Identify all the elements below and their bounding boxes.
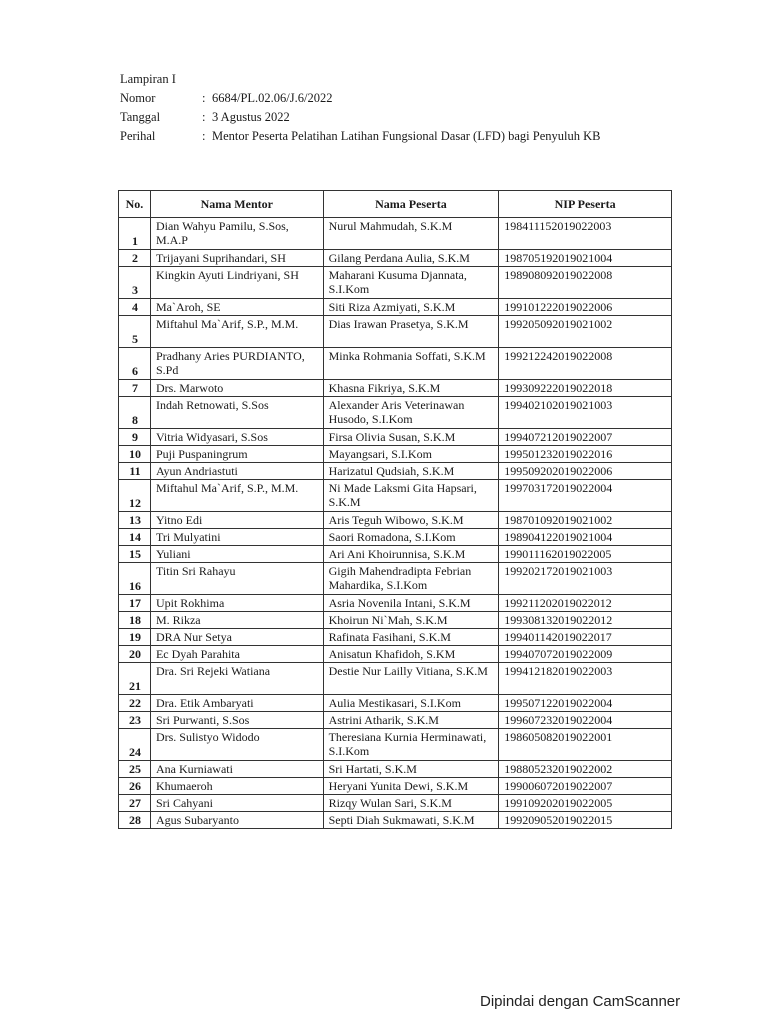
header-nip-peserta: NIP Peserta — [499, 191, 672, 218]
mentor-name: DRA Nur Setya — [150, 629, 323, 646]
row-number: 18 — [119, 612, 151, 629]
table-row — [119, 629, 672, 646]
participant-nip: 199509202019022006 — [499, 463, 672, 480]
table-row — [119, 795, 672, 812]
participant-name: Rizqy Wulan Sari, S.K.M — [323, 795, 499, 812]
mentor-name: Ec Dyah Parahita — [150, 646, 323, 663]
participant-name: Alexander Aris Veterinawan Husodo, S.I.Kom — [323, 397, 499, 429]
participant-name: Ni Made Laksmi Gita Hapsari, S.K.M — [323, 480, 499, 512]
table-header-row — [119, 191, 672, 218]
row-number: 5 — [119, 316, 151, 348]
table-row — [119, 348, 672, 380]
row-number: 2 — [119, 250, 151, 267]
row-number: 6 — [119, 348, 151, 380]
table-row — [119, 712, 672, 729]
table-row — [119, 512, 672, 529]
table-row — [119, 218, 672, 250]
nomor-label: Nomor — [120, 91, 156, 105]
participant-nip: 199205092019021002 — [499, 316, 672, 348]
mentor-name: Indah Retnowati, S.Sos — [150, 397, 323, 429]
participant-nip: 198908092019022008 — [499, 267, 672, 299]
table-row — [119, 480, 672, 512]
row-number: 7 — [119, 380, 151, 397]
participant-nip: 199507122019022004 — [499, 695, 672, 712]
row-number: 1 — [119, 218, 151, 250]
participant-nip: 198904122019021004 — [499, 529, 672, 546]
participant-nip: 199703172019022004 — [499, 480, 672, 512]
row-number: 22 — [119, 695, 151, 712]
row-number: 19 — [119, 629, 151, 646]
table-row — [119, 778, 672, 795]
perihal-row — [120, 127, 600, 146]
mentor-name: Sri Cahyani — [150, 795, 323, 812]
participant-name: Astrini Atharik, S.K.M — [323, 712, 499, 729]
participant-nip: 199006072019022007 — [499, 778, 672, 795]
table-row — [119, 546, 672, 563]
participant-name: Saori Romadona, S.I.Kom — [323, 529, 499, 546]
participant-nip: 199211202019022012 — [499, 595, 672, 612]
mentor-name: Yuliani — [150, 546, 323, 563]
mentor-name: Ayun Andriastuti — [150, 463, 323, 480]
participant-nip: 199209052019022015 — [499, 812, 672, 829]
participant-nip: 199212242019022008 — [499, 348, 672, 380]
mentor-name: Drs. Sulistyo Widodo — [150, 729, 323, 761]
participant-name: Heryani Yunita Dewi, S.K.M — [323, 778, 499, 795]
mentor-table — [118, 190, 672, 829]
row-number: 23 — [119, 712, 151, 729]
perihal-colon: : — [202, 129, 206, 143]
table-row — [119, 429, 672, 446]
tanggal-row — [120, 108, 600, 127]
row-number: 3 — [119, 267, 151, 299]
participant-name: Rafinata Fasihani, S.K.M — [323, 629, 499, 646]
participant-nip: 199501232019022016 — [499, 446, 672, 463]
tanggal-label: Tanggal — [120, 110, 161, 124]
participant-name: Aris Teguh Wibowo, S.K.M — [323, 512, 499, 529]
participant-nip: 199412182019022003 — [499, 663, 672, 695]
row-number: 25 — [119, 761, 151, 778]
perihal-value: Mentor Peserta Pelatihan Latihan Fungsional Dasar (LFD) bagi Penyuluh KB — [212, 129, 601, 143]
participant-nip: 198411152019022003 — [499, 218, 672, 250]
mentor-name: Agus Subaryanto — [150, 812, 323, 829]
mentor-name: Khumaeroh — [150, 778, 323, 795]
row-number: 13 — [119, 512, 151, 529]
table-row — [119, 397, 672, 429]
participant-name: Asria Novenila Intani, S.K.M — [323, 595, 499, 612]
table-row — [119, 463, 672, 480]
participant-nip: 198605082019022001 — [499, 729, 672, 761]
row-number: 10 — [119, 446, 151, 463]
participant-name: Mayangsari, S.I.Kom — [323, 446, 499, 463]
participant-nip: 198805232019022002 — [499, 761, 672, 778]
participant-name: Anisatun Khafidoh, S.KM — [323, 646, 499, 663]
row-number: 17 — [119, 595, 151, 612]
row-number: 20 — [119, 646, 151, 663]
table-row — [119, 316, 672, 348]
participant-nip: 199308132019022012 — [499, 612, 672, 629]
mentor-name: Miftahul Ma`Arif, S.P., M.M. — [150, 480, 323, 512]
mentor-name: Puji Puspaningrum — [150, 446, 323, 463]
nomor-value: 6684/PL.02.06/J.6/2022 — [212, 91, 333, 105]
row-number: 15 — [119, 546, 151, 563]
table-row — [119, 646, 672, 663]
table-row — [119, 729, 672, 761]
row-number: 9 — [119, 429, 151, 446]
table-row — [119, 812, 672, 829]
mentor-name: Dra. Sri Rejeki Watiana — [150, 663, 323, 695]
table-row — [119, 563, 672, 595]
mentor-name: Kingkin Ayuti Lindriyani, SH — [150, 267, 323, 299]
participant-name: Maharani Kusuma Djannata, S.I.Kom — [323, 267, 499, 299]
participant-name: Nurul Mahmudah, S.K.M — [323, 218, 499, 250]
tanggal-value: 3 Agustus 2022 — [212, 110, 290, 124]
table-row — [119, 595, 672, 612]
mentor-name: Ana Kurniawati — [150, 761, 323, 778]
mentor-name: M. Rikza — [150, 612, 323, 629]
participant-name: Ari Ani Khoirunnisa, S.K.M — [323, 546, 499, 563]
nomor-row — [120, 89, 600, 108]
participant-nip: 199109202019022005 — [499, 795, 672, 812]
row-number: 26 — [119, 778, 151, 795]
header-nama-peserta: Nama Peserta — [323, 191, 499, 218]
table-body — [119, 218, 672, 829]
participant-name: Khoirun Ni`Mah, S.K.M — [323, 612, 499, 629]
letter-header — [120, 70, 600, 146]
participant-name: Harizatul Qudsiah, S.K.M — [323, 463, 499, 480]
participant-name: Gilang Perdana Aulia, S.K.M — [323, 250, 499, 267]
participant-name: Theresiana Kurnia Herminawati, S.I.Kom — [323, 729, 499, 761]
nomor-colon: : — [202, 91, 206, 105]
participant-name: Aulia Mestikasari, S.I.Kom — [323, 695, 499, 712]
mentor-name: Vitria Widyasari, S.Sos — [150, 429, 323, 446]
participant-name: Septi Diah Sukmawati, S.K.M — [323, 812, 499, 829]
participant-name: Dias Irawan Prasetya, S.K.M — [323, 316, 499, 348]
table-row — [119, 529, 672, 546]
participant-nip: 199101222019022006 — [499, 299, 672, 316]
participant-nip: 199402102019021003 — [499, 397, 672, 429]
mentor-name: Sri Purwanti, S.Sos — [150, 712, 323, 729]
row-number: 14 — [119, 529, 151, 546]
mentor-name: Upit Rokhima — [150, 595, 323, 612]
table-row — [119, 761, 672, 778]
header-no: No. — [119, 191, 151, 218]
participant-nip: 198705192019021004 — [499, 250, 672, 267]
mentor-name: Dra. Etik Ambaryati — [150, 695, 323, 712]
tanggal-colon: : — [202, 110, 206, 124]
participant-name: Gigih Mahendradipta Febrian Mahardika, S.I.Kom — [323, 563, 499, 595]
table-row — [119, 267, 672, 299]
participant-nip: 199202172019021003 — [499, 563, 672, 595]
row-number: 4 — [119, 299, 151, 316]
table-row — [119, 663, 672, 695]
table-row — [119, 380, 672, 397]
participant-nip: 198701092019021002 — [499, 512, 672, 529]
participant-nip: 199011162019022005 — [499, 546, 672, 563]
mentor-name: Miftahul Ma`Arif, S.P., M.M. — [150, 316, 323, 348]
table-row — [119, 250, 672, 267]
mentor-name: Ma`Aroh, SE — [150, 299, 323, 316]
participant-nip: 199407072019022009 — [499, 646, 672, 663]
participant-name: Destie Nur Lailly Vitiana, S.K.M — [323, 663, 499, 695]
row-number: 21 — [119, 663, 151, 695]
table-row — [119, 695, 672, 712]
table-row — [119, 299, 672, 316]
row-number: 11 — [119, 463, 151, 480]
participant-nip: 199401142019022017 — [499, 629, 672, 646]
participant-nip: 199309222019022018 — [499, 380, 672, 397]
participant-name: Siti Riza Azmiyati, S.K.M — [323, 299, 499, 316]
attachment-title: Lampiran I — [120, 72, 176, 86]
mentor-name: Pradhany Aries PURDIANTO, S.Pd — [150, 348, 323, 380]
mentor-name: Dian Wahyu Pamilu, S.Sos, M.A.P — [150, 218, 323, 250]
table-row — [119, 446, 672, 463]
mentor-name: Titin Sri Rahayu — [150, 563, 323, 595]
participant-name: Khasna Fikriya, S.K.M — [323, 380, 499, 397]
row-number: 12 — [119, 480, 151, 512]
scanner-watermark: Dipindai dengan CamScanner — [480, 993, 681, 1010]
participant-name: Sri Hartati, S.K.M — [323, 761, 499, 778]
table-row — [119, 612, 672, 629]
participant-nip: 199607232019022004 — [499, 712, 672, 729]
row-number: 27 — [119, 795, 151, 812]
mentor-name: Yitno Edi — [150, 512, 323, 529]
mentor-name: Drs. Marwoto — [150, 380, 323, 397]
mentor-name: Trijayani Suprihandari, SH — [150, 250, 323, 267]
mentor-name: Tri Mulyatini — [150, 529, 323, 546]
participant-nip: 199407212019022007 — [499, 429, 672, 446]
row-number: 8 — [119, 397, 151, 429]
row-number: 24 — [119, 729, 151, 761]
perihal-label: Perihal — [120, 129, 156, 143]
header-nama-mentor: Nama Mentor — [150, 191, 323, 218]
participant-name: Firsa Olivia Susan, S.K.M — [323, 429, 499, 446]
row-number: 28 — [119, 812, 151, 829]
row-number: 16 — [119, 563, 151, 595]
participant-name: Minka Rohmania Soffati, S.K.M — [323, 348, 499, 380]
